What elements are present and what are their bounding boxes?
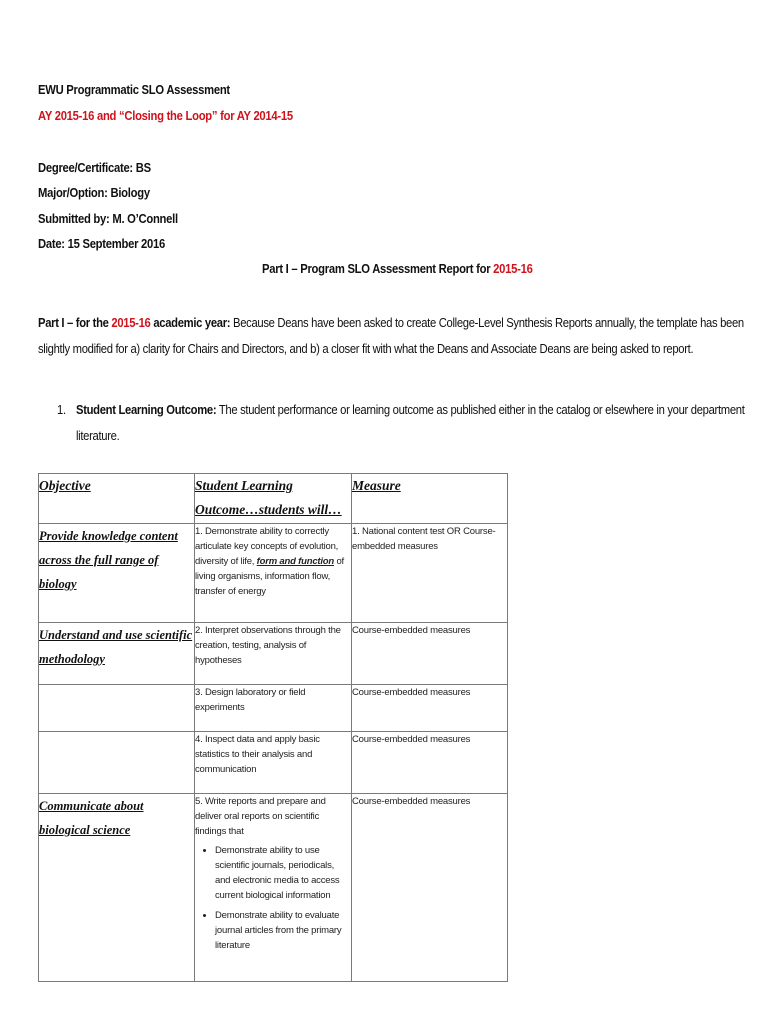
row-5-outcome — [195, 794, 352, 982]
header-measure: Measure — [352, 474, 508, 524]
row-4-objective — [39, 732, 195, 794]
list-item: • Demonstrate ability to use scientific journals, periodicals, and electronic media to access current biological information — [215, 843, 351, 903]
intro-lead-prefix: Part I – for the — [38, 316, 112, 330]
header-outcome-line-1: Student Learning — [195, 478, 293, 493]
row-3-outcome: 3. Design laboratory or field experiments — [195, 685, 352, 732]
slo-item-line-2: literature. — [76, 429, 120, 443]
table-row — [39, 623, 508, 685]
row-1-measure: 1. National content test OR Course-embedded measures — [352, 524, 508, 623]
row-3-measure: Course-embedded measures — [352, 685, 508, 732]
row-5-objective: Communicate about biological science — [39, 794, 195, 982]
intro-paragraph — [38, 310, 744, 362]
degree-line: Degree/Certificate: BS — [38, 161, 151, 175]
slo-item-label: Student Learning Outcome: — [76, 403, 217, 417]
header-outcome-line-2: Outcome…students will… — [195, 502, 342, 517]
row-2-objective: Understand and use scientific methodology — [39, 623, 195, 685]
row-1-outcome-emphasis: form and function — [256, 556, 335, 567]
header-objective: Objective — [39, 474, 195, 524]
slo-item-line-1 — [76, 397, 745, 423]
row-5-measure: Course-embedded measures — [352, 794, 508, 982]
intro-line-1-text: Because Deans have been asked to create College-Level Synthesis Reports annually, the template has been — [230, 316, 744, 330]
major-line: Major/Option: Biology — [38, 186, 150, 200]
row-4-outcome: 4. Inspect data and apply basic statistics to their analysis and communication — [195, 732, 352, 794]
intro-line-1 — [38, 310, 744, 336]
header-outcome — [195, 474, 352, 524]
row-2-measure: Course-embedded measures — [352, 623, 508, 685]
list-item: • Demonstrate ability to evaluate journal articles from the primary literature — [215, 908, 351, 953]
document-subtitle: AY 2015-16 and “Closing the Loop” for AY 2014-15 — [38, 109, 293, 123]
part-heading-prefix: Part I – Program SLO Assessment Report for — [262, 262, 494, 276]
intro-lead — [38, 316, 230, 330]
slo-item-number: 1. — [57, 403, 66, 417]
table-row — [39, 685, 508, 732]
table-row — [39, 794, 508, 982]
table-row — [39, 524, 508, 623]
row-1-outcome-post: of living organisms, information flow, transfer of energy — [195, 556, 344, 597]
table-header-row — [39, 474, 508, 524]
row-1-outcome — [195, 524, 352, 623]
slo-item-line-1-text: The student performance or learning outcome as published either in the catalog or elsewhere in your department — [216, 403, 745, 417]
intro-lead-suffix: academic year: — [150, 316, 231, 330]
table-row — [39, 732, 508, 794]
part-heading-year: 2015-16 — [493, 262, 533, 276]
slo-item — [76, 397, 745, 449]
row-3-objective — [39, 685, 195, 732]
row-5-bullet-list — [195, 843, 351, 953]
row-5-outcome-text: 5. Write reports and prepare and deliver oral reports on scientific findings that — [195, 796, 326, 837]
document-title: EWU Programmatic SLO Assessment — [38, 83, 230, 97]
row-1-outcome-pre: 1. Demonstrate ability to correctly articulate key concepts of evolution, diversity of life, — [195, 526, 339, 567]
part-heading — [262, 262, 533, 276]
intro-line-2: slightly modified for a) clarity for Chairs and Directors, and b) a closer fit with what the Deans and Associate Deans are being asked to report. — [38, 342, 694, 356]
row-2-outcome: 2. Interpret observations through the creation, testing, analysis of hypotheses — [195, 623, 352, 685]
slo-table — [38, 473, 508, 982]
intro-lead-year: 2015-16 — [111, 316, 151, 330]
row-1-objective: Provide knowledge content across the full range of biology — [39, 524, 195, 623]
row-4-measure: Course-embedded measures — [352, 732, 508, 794]
submitted-line: Submitted by: M. O’Connell — [38, 212, 178, 226]
date-line: Date: 15 September 2016 — [38, 237, 165, 251]
